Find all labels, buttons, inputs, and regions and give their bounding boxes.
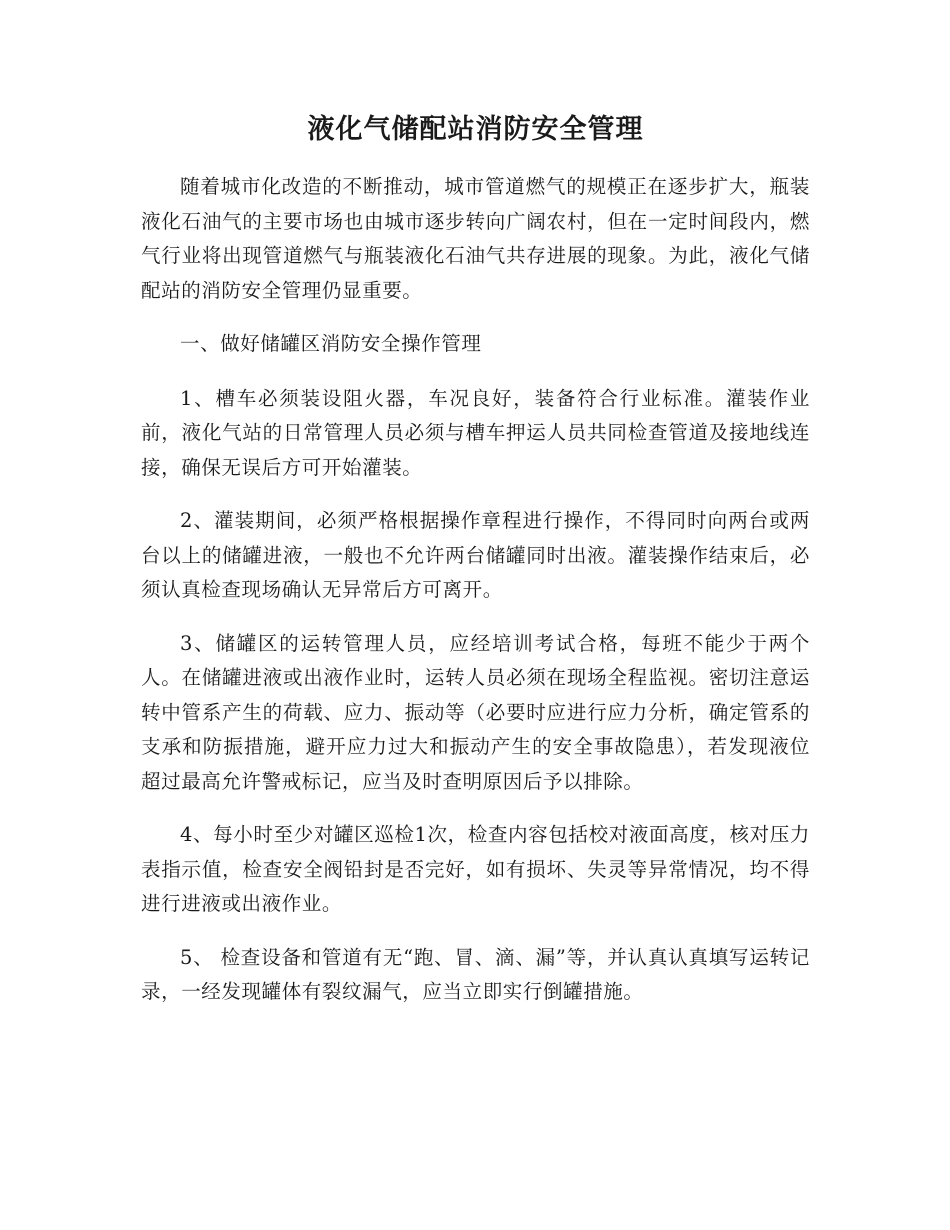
rule-paragraph-2: 2、灌装期间，必须严格根据操作章程进行操作，不得同时向两台或两台以上的储罐进液，一般也不允许两台储罐同时出液。灌装操作结束后，必须认真检查现场确认无异常后方可离开。	[141, 509, 810, 601]
rule-paragraph-3: 3、储罐区的运转管理人员，应经培训考试合格，每班不能少于两个人。在储罐进液或出液作业时，运转人员必须在现场全程监视。密切注意运转中管系产生的荷载、应力、振动等（必要时应进行应力分析，确定管系的支承和防振措施，避开应力过大和振动产生的安全事故隐患），若发现液位超过最高允许警戒标记，应当及时查明原因后予以排除。	[141, 631, 810, 793]
rule-paragraph-4: 4、每小时至少对罐区巡检1次，检查内容包括校对液面高度，核对压力表指示值，检查安全阀铅封是否完好，如有损坏、失灵等异常情况，均不得进行进液或出液作业。	[141, 823, 810, 915]
document-title: 液化气储配站消防安全管理	[307, 114, 644, 145]
section-heading: 一、做好储罐区消防安全操作管理	[180, 332, 482, 355]
rule-paragraph-1: 1、槽车必须装设阻火器，车况良好，装备符合行业标准。灌装作业前，液化气站的日常管理人员必须与槽车押运人员共同检查管道及接地线连接，确保无误后方可开始灌装。	[141, 386, 810, 479]
rule-paragraph-5: 5、 检查设备和管道有无“跑、冒、滴、漏”等，并认真认真填写运转记录，一经发现罐体有裂纹漏气，应当立即实行倒罐措施。	[141, 945, 810, 1003]
intro-paragraph: 随着城市化改造的不断推动，城市管道燃气的规模正在逐步扩大，瓶装液化石油气的主要市场也由城市逐步转向广阔农村，但在一定时间段内，燃气行业将出现管道燃气与瓶装液化石油气共存进展的现象。为此，液化气储配站的消防安全管理仍显重要。	[141, 175, 810, 302]
